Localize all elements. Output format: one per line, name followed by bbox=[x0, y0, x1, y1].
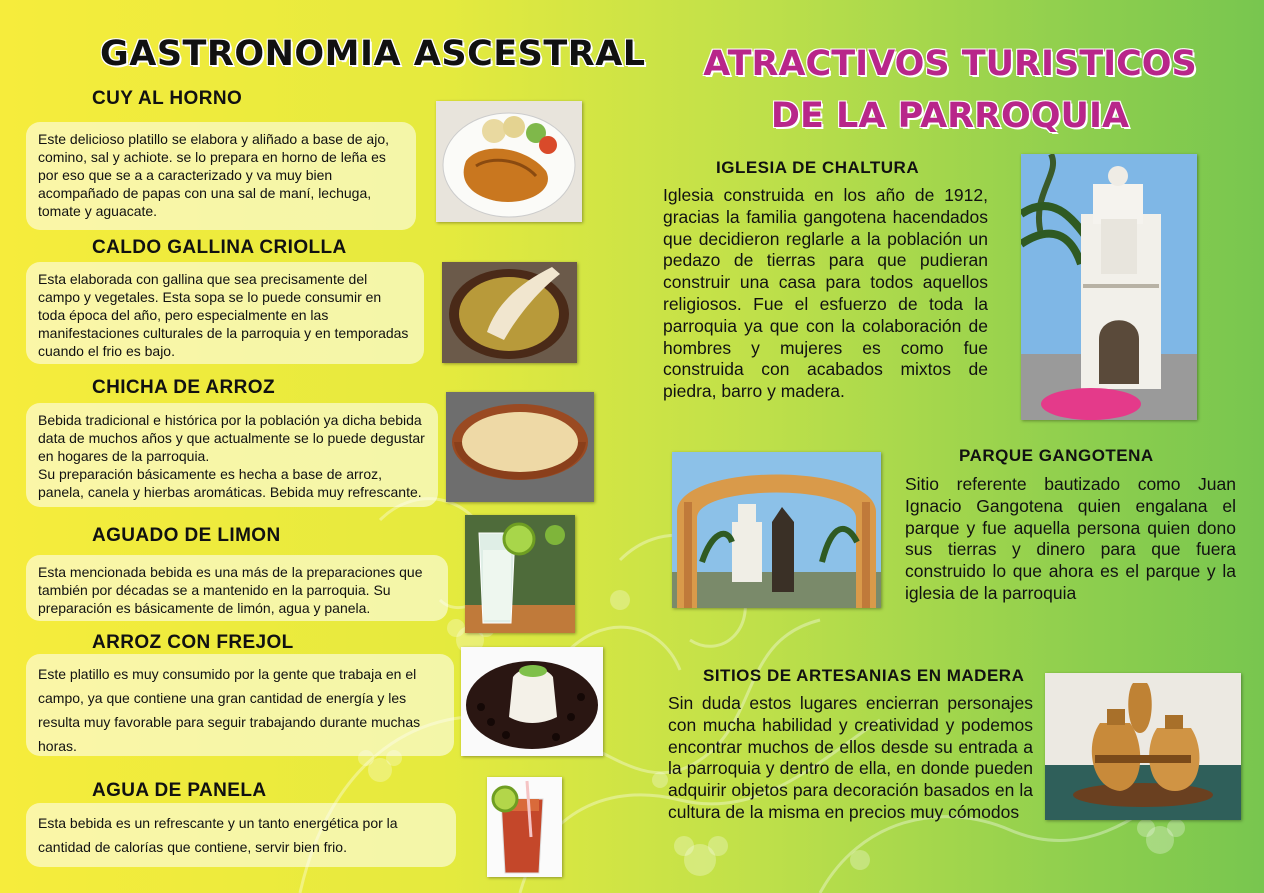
dish-photo-aguado bbox=[465, 515, 575, 633]
dish-description-aguado: Esta mencionada bebida es una más de la preparaciones que también por décadas se a mantenido en la parroquia. Su preparación es básicamente de limón, agua y panela. bbox=[26, 555, 448, 621]
dish-title-arroz: ARROZ CON FREJOL bbox=[92, 632, 294, 653]
dish-photo-arroz bbox=[461, 647, 603, 756]
dish-description-arroz: Este platillo es muy consumido por la gente que trabaja en el campo, ya que contiene una gran cantidad de energía y les resulta muy favorable para seguir trabajando durante muchas horas. bbox=[26, 654, 454, 756]
atractivos-title-line2: DE LA PARROQUIA bbox=[770, 96, 1130, 136]
dish-title-caldo: CALDO GALLINA CRIOLLA bbox=[92, 237, 347, 258]
atractivos-title-line1: ATRACTIVOS TURISTICOS bbox=[703, 44, 1197, 84]
section-title-parque: PARQUE GANGOTENA bbox=[959, 446, 1154, 465]
dish-photo-caldo bbox=[442, 262, 577, 363]
dish-title-panela: AGUA DE PANELA bbox=[92, 780, 267, 801]
section-title-iglesia: IGLESIA DE CHALTURA bbox=[716, 158, 920, 177]
photo-artesanias bbox=[1045, 673, 1241, 820]
photo-iglesia bbox=[1021, 154, 1197, 420]
section-text-artesanias: Sin duda estos lugares encierran personajes con mucha habilidad y creatividad y podemos encontrar muchos de ellos desde su entrada a la parroquia y dentro de ella, en donde pueden adquirir objetos para decoración basados en la cultura de la misma en precios muy cómodos bbox=[668, 693, 1033, 822]
dish-title-cuy: CUY AL HORNO bbox=[92, 88, 243, 109]
dish-title-chicha: CHICHA DE ARROZ bbox=[92, 377, 275, 398]
section-text-parque: Sitio referente bautizado como Juan Ignacio Gangotena quien engalana el parque y fue aquella persona quien dono sus tierras y dinero para que fuera construido lo que ahora es el parque y la iglesia de la parroquia bbox=[905, 474, 1236, 603]
gastronomia-title: GASTRONOMIA ASCESTRAL bbox=[100, 34, 646, 74]
atractivos-title bbox=[700, 38, 1200, 142]
dish-description-caldo: Esta elaborada con gallina que sea precisamente del campo y vegetales. Esta sopa se lo puede consumir en toda época del año, pero especialmente en las manifestaciones culturales de la parroquia y en temporadas cuando el frio es bajo. bbox=[26, 262, 424, 364]
dish-photo-chicha bbox=[446, 392, 594, 502]
dish-description-cuy: Este delicioso platillo se elabora y aliñado a base de ajo, comino, sal y achiote. se lo prepara en horno de leña es por eso que se a a caracterizado y va muy bien acompañado de papas con una sal de maní, lechuga, tomate y aguacate. bbox=[26, 122, 416, 230]
dish-description-panela: Esta bebida es un refrescante y un tanto energética por la cantidad de calorías que contiene, servir bien frio. bbox=[26, 803, 456, 867]
section-text-iglesia: Iglesia construida en los año de 1912, gracias la familia gangotena hacendados que decidieron reglarle a la población un pedazo de tierras para que pudieran construir una casa para todos aquellos religiosos. Fue el esfuerzo de toda la parroquia ya que con la colaboración de hombres y mujeres es como fue construida con acabados mixtos de piedra, barro y madera. bbox=[663, 185, 988, 402]
dish-description-chicha: Bebida tradicional e histórica por la población ya dicha bebida data de muchos años y que actualmente se lo puede degustar en hogares de la parroquia. Su preparación básicamente es hecha a base de arroz, panela, canela y hierbas aromáticas. Bebida muy refrescante. bbox=[26, 403, 438, 507]
photo-parque bbox=[672, 452, 881, 608]
dish-photo-cuy bbox=[436, 101, 582, 222]
dish-photo-panela bbox=[487, 777, 562, 877]
section-title-artesanias: SITIOS DE ARTESANIAS EN MADERA bbox=[703, 666, 1025, 685]
dish-title-aguado: AGUADO DE LIMON bbox=[92, 525, 281, 546]
